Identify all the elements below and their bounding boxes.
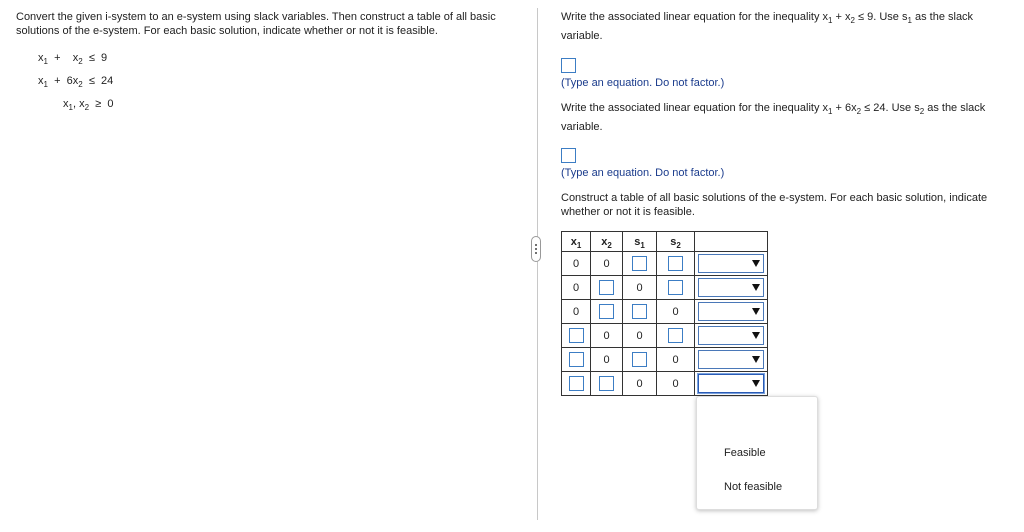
inequality-nonnegativity: $x_1$, $x_2 \ge 0$ — [63, 98, 114, 112]
dropdown-arrow-icon — [752, 308, 760, 315]
cell-value: 0 — [591, 324, 623, 348]
question-2: Write the associated linear equation for the inequality $x_1 + 6x_2 \le 24$. Use $s_2$ as the slack variable. — [561, 102, 986, 133]
cell-value: 0 — [591, 252, 623, 276]
inequality-2: $x_1 + 6x_2 \le 24$ — [38, 75, 114, 89]
cell-input[interactable] — [668, 256, 683, 271]
cell-input[interactable] — [668, 328, 683, 343]
equation-2-input[interactable] — [561, 148, 576, 163]
cell-input[interactable] — [599, 304, 614, 319]
cell-input[interactable] — [599, 376, 614, 391]
cell-value: 0 — [657, 372, 695, 396]
table-row — [562, 348, 768, 372]
header-x1: $x_1$ — [562, 232, 591, 252]
table-row — [562, 276, 768, 300]
table-row — [562, 252, 768, 276]
basic-solutions-table — [561, 231, 768, 396]
cell-value: 0 — [657, 300, 695, 324]
table-row — [562, 372, 768, 396]
equation-1-input[interactable] — [561, 58, 576, 73]
table-header-row — [562, 232, 768, 252]
dropdown-arrow-icon — [752, 380, 760, 387]
feasibility-dropdown[interactable] — [698, 350, 764, 369]
feasibility-dropdown-menu — [696, 396, 818, 510]
feasibility-dropdown[interactable] — [698, 326, 764, 345]
cell-input[interactable] — [569, 352, 584, 367]
cell-value: 0 — [562, 276, 591, 300]
table-row — [562, 300, 768, 324]
cell-value: 0 — [591, 348, 623, 372]
feasibility-dropdown[interactable] — [698, 278, 764, 297]
panel-resize-handle[interactable] — [531, 236, 541, 262]
cell-value: 0 — [623, 276, 657, 300]
question-3: Construct a table of all basic solutions of the e-system. For each basic solution, indicate whether or not it is feasible. — [561, 192, 988, 218]
cell-value: 0 — [657, 348, 695, 372]
problem-prompt: Convert the given i-system to an e-system using slack variables. Then construct a table of all basic solutions of the e-system. For each basic solution, indicate whether or not it is feasible. — [16, 11, 496, 37]
hint-2: (Type an equation. Do not factor.) — [561, 167, 725, 179]
cell-input[interactable] — [569, 328, 584, 343]
cell-input[interactable] — [632, 352, 647, 367]
dropdown-arrow-icon — [752, 284, 760, 291]
panel-divider — [537, 8, 538, 520]
question-1: Write the associated linear equation for the inequality $x_1 + x_2 \le 9$. Use $s_1$ as the slack variable. — [561, 11, 974, 42]
table-row — [562, 324, 768, 348]
menu-item-feasible[interactable]: Feasible — [724, 447, 766, 459]
header-s2: $s_2$ — [657, 232, 695, 252]
cell-input[interactable] — [599, 280, 614, 295]
inequality-1: $x_1$ + $x_2 \le 9$ — [38, 52, 108, 66]
cell-input[interactable] — [632, 256, 647, 271]
feasibility-dropdown[interactable] — [698, 254, 764, 273]
cell-input[interactable] — [668, 280, 683, 295]
dropdown-arrow-icon — [752, 260, 760, 267]
dropdown-arrow-icon — [752, 332, 760, 339]
feasibility-dropdown[interactable] — [698, 302, 764, 321]
cell-value: 0 — [562, 300, 591, 324]
dropdown-arrow-icon — [752, 356, 760, 363]
cell-input[interactable] — [569, 376, 584, 391]
header-x2: $x_2$ — [591, 232, 623, 252]
cell-value: 0 — [623, 324, 657, 348]
feasibility-dropdown[interactable] — [698, 374, 764, 393]
header-feasibility — [695, 232, 768, 252]
hint-1: (Type an equation. Do not factor.) — [561, 77, 725, 89]
header-s1: $s_1$ — [623, 232, 657, 252]
cell-value: 0 — [562, 252, 591, 276]
menu-item-not-feasible[interactable]: Not feasible — [724, 481, 783, 493]
cell-input[interactable] — [632, 304, 647, 319]
cell-value: 0 — [623, 372, 657, 396]
